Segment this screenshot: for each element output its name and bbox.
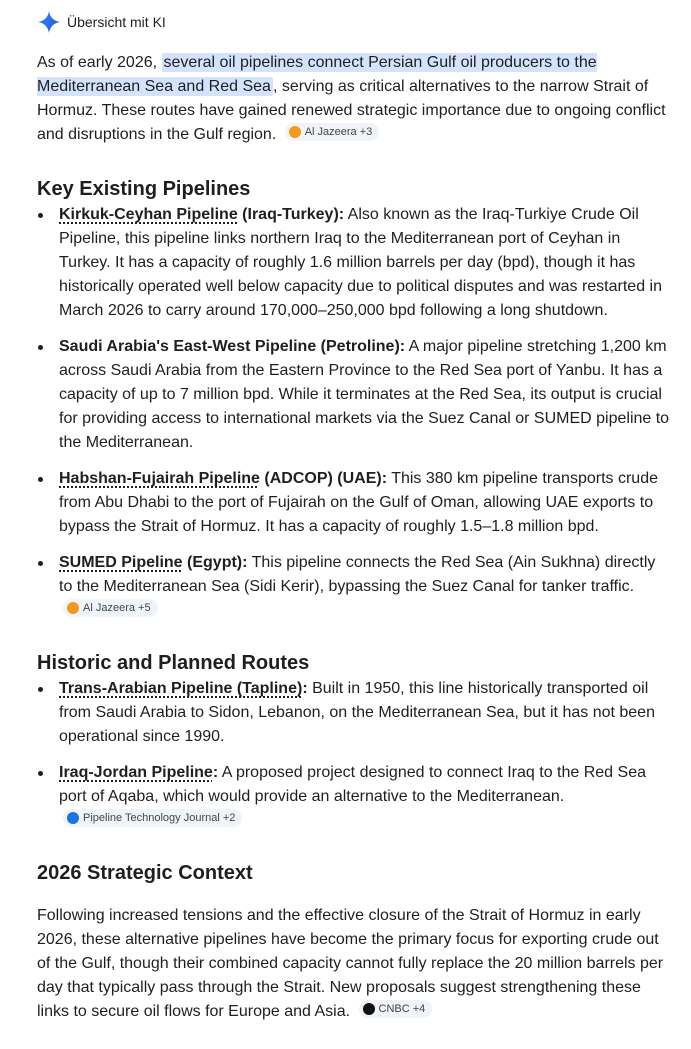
al-jazeera-source-icon <box>67 602 79 614</box>
item-text: Built in 1950, this line historically transported oil from Saudi Arabia to Sidon, Lebanon, on the Mediterranean Sea, but it has not been operational since 1990. <box>59 680 655 745</box>
list-item <box>37 467 673 539</box>
ai-overview-panel <box>37 0 673 1024</box>
ai-overview-title: Übersicht mit KI <box>67 14 166 30</box>
list-item <box>37 335 673 455</box>
item-lead <box>59 680 308 697</box>
intro-text-end: , serving as critical alternatives to the narrow Strait of Hormuz. These routes have gained renewed strategic importance due to ongoing conflict and disruptions in the Gulf region. <box>37 78 666 143</box>
ai-overview-header <box>37 10 673 34</box>
source-chip-sumed[interactable] <box>63 599 158 617</box>
source-chip-label: Al Jazeera +5 <box>83 602 151 614</box>
item-bold-suffix: : <box>302 680 308 697</box>
cnbc-source-icon <box>363 1003 375 1015</box>
source-chip-label: CNBC +4 <box>378 1003 426 1015</box>
list-item <box>37 551 673 623</box>
al-jazeera-source-icon <box>289 126 301 138</box>
list-item <box>37 761 673 833</box>
item-lead <box>59 470 387 487</box>
source-chip-label: Pipeline Technology Journal +2 <box>83 812 236 824</box>
pipeline-link[interactable]: Iraq-Jordan Pipeline <box>59 764 213 781</box>
pipeline-link[interactable]: Habshan-Fujairah Pipeline <box>59 470 260 487</box>
pipeline-link[interactable]: Trans-Arabian Pipeline (Tapline) <box>59 680 303 697</box>
pipeline-link[interactable]: SUMED Pipeline <box>59 554 183 571</box>
item-bold-suffix: (Egypt): <box>182 554 248 571</box>
context-paragraph <box>37 904 673 1024</box>
item-lead <box>59 206 344 223</box>
item-lead: Saudi Arabia's East-West Pipeline (Petroline): <box>59 338 406 355</box>
source-chip-label: Al Jazeera +3 <box>304 126 373 138</box>
source-chip-context[interactable] <box>359 1000 433 1018</box>
intro-highlight: several oil pipelines connect Persian Gulf oil producers to the Mediterranean Sea and Red Sea <box>37 54 597 95</box>
item-text: This pipeline connects the Red Sea (Ain Sukhna) directly to the Mediterranean Sea (Sidi Kerir), bypassing the Suez Canal for tanker traffic. <box>59 554 656 595</box>
intro-text-start: As of early 2026, <box>37 54 162 71</box>
heading-key-pipelines: Key Existing Pipelines <box>37 178 251 200</box>
item-lead <box>59 764 218 781</box>
item-text: Also known as the Iraq-Turkiye Crude Oil Pipeline, this pipeline links northern Iraq to the Mediterranean port of Ceyhan in Turkey. It has a capacity of roughly 1.6 million barrels per day (bpd), though it has historically operated well below capacity due to political disputes and was restarted in March 2026 to carry around 170,000–250,000 bpd following a long shutdown. <box>59 206 662 319</box>
item-text: This 380 km pipeline transports crude from Abu Dhabi to the port of Fujairah on the Gulf of Oman, allowing UAE exports to bypass the Strait of Hormuz. It has a capacity of roughly 1.5–1.8 million bpd. <box>59 470 658 535</box>
source-chip-intro[interactable] <box>285 123 380 141</box>
item-lead <box>59 554 247 571</box>
source-chip-iraq-jordan[interactable] <box>63 809 242 827</box>
item-bold-suffix: (ADCOP) (UAE): <box>259 470 388 487</box>
item-bold-suffix: : <box>212 764 219 781</box>
context-text: Following increased tensions and the effective closure of the Strait of Hormuz in early 2026, these alternative pipelines have become the primary focus for exporting crude out of the Gulf, though their combined capacity cannot fully replace the 20 million barrels per day that typically pass through the Strait. New proposals suggest strengthening these links to secure oil flows for Europe and Asia. <box>37 907 664 1020</box>
item-text: A major pipeline stretching 1,200 km across Saudi Arabia from the Eastern Province to the Red Sea port of Yanbu. It has a capacity of up to 7 million bpd. While it terminates at the Red Sea, its output is crucial for providing access to international markets via the Suez Canal or SUMED pipeline to the Mediterranean. <box>59 338 670 451</box>
heading-strategic-context: 2026 Strategic Context <box>37 862 253 884</box>
heading-historic-routes: Historic and Planned Routes <box>37 652 310 674</box>
ai-spark-icon <box>37 10 61 34</box>
pipeline-link[interactable]: Kirkuk-Ceyhan Pipeline <box>59 206 238 223</box>
item-text: A proposed project designed to connect Iraq to the Red Sea port of Aqaba, which would provide an alternative to the Mediterranean. <box>59 764 646 805</box>
list-item <box>37 203 673 323</box>
item-bold-suffix: (Iraq-Turkey): <box>237 206 345 223</box>
pipeline-technology-journal-source-icon <box>67 812 79 824</box>
list-item <box>37 677 673 749</box>
key-pipelines-list <box>37 203 673 623</box>
historic-routes-list <box>37 677 673 833</box>
intro-paragraph <box>37 51 673 147</box>
